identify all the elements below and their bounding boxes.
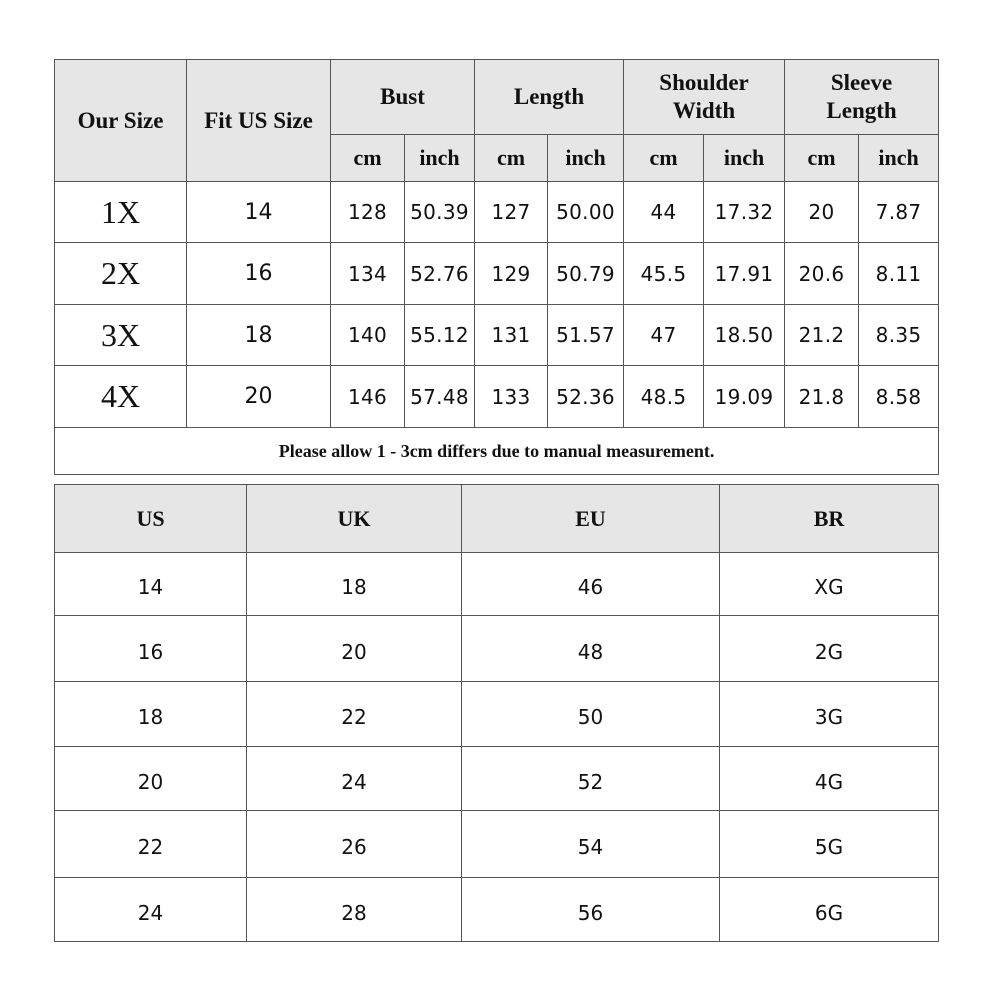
value-cell: 133 xyxy=(475,366,548,428)
header-bust-label: Bust xyxy=(380,84,425,109)
value-cell: 18.50 xyxy=(704,305,785,366)
value-cell: 51.57 xyxy=(548,305,624,366)
fit-cell: 14 xyxy=(187,182,331,243)
header-sleeve-line2: Length xyxy=(826,98,897,123)
value-cell: 20.6 xyxy=(785,243,859,305)
value-cell: 52.36 xyxy=(548,366,624,428)
value-cell: 52.76 xyxy=(405,243,475,305)
uk-cell: 18 xyxy=(247,553,462,616)
size-cell: 2X xyxy=(55,243,187,305)
unit-cell: inch xyxy=(405,135,475,182)
value-cell: 128 xyxy=(331,182,405,243)
uk-cell: 22 xyxy=(247,682,462,747)
size-conversion-table xyxy=(54,484,939,942)
br-cell: 4G xyxy=(720,747,939,811)
conversion-row xyxy=(55,811,939,878)
header-sleeve-length xyxy=(785,60,939,135)
br-cell: 3G xyxy=(720,682,939,747)
value-cell: 7.87 xyxy=(859,182,939,243)
br-cell: 2G xyxy=(720,616,939,682)
measurement-note: Please allow 1 - 3cm differs due to manual measurement. xyxy=(55,428,939,475)
size-cell: 4X xyxy=(55,366,187,428)
conversion-row xyxy=(55,747,939,811)
size-cell: 3X xyxy=(55,305,187,366)
value-cell: 20 xyxy=(785,182,859,243)
unit-cell: inch xyxy=(548,135,624,182)
value-cell: 57.48 xyxy=(405,366,475,428)
us-cell: 18 xyxy=(55,682,247,747)
size-row xyxy=(55,366,939,428)
header-our-size: Our Size xyxy=(55,60,187,182)
eu-cell: 56 xyxy=(462,878,720,942)
value-cell: 48.5 xyxy=(624,366,704,428)
unit-cell: cm xyxy=(331,135,405,182)
header-length xyxy=(475,60,624,135)
unit-cell: cm xyxy=(624,135,704,182)
us-cell: 16 xyxy=(55,616,247,682)
value-cell: 129 xyxy=(475,243,548,305)
eu-cell: 54 xyxy=(462,811,720,878)
header-shoulder-line2: Width xyxy=(672,98,736,123)
conversion-row xyxy=(55,878,939,942)
us-cell: 22 xyxy=(55,811,247,878)
fit-cell: 20 xyxy=(187,366,331,428)
uk-cell: 26 xyxy=(247,811,462,878)
value-cell: 47 xyxy=(624,305,704,366)
value-cell: 44 xyxy=(624,182,704,243)
header-br: BR xyxy=(720,485,939,553)
eu-cell: 48 xyxy=(462,616,720,682)
header-bust xyxy=(331,60,475,135)
header-shoulder-width xyxy=(624,60,785,135)
header-sleeve-line1: Sleeve xyxy=(830,70,893,95)
uk-cell: 28 xyxy=(247,878,462,942)
value-cell: 8.35 xyxy=(859,305,939,366)
size-row xyxy=(55,182,939,243)
value-cell: 50.39 xyxy=(405,182,475,243)
unit-cell: inch xyxy=(704,135,785,182)
value-cell: 131 xyxy=(475,305,548,366)
value-cell: 17.91 xyxy=(704,243,785,305)
header-uk: UK xyxy=(247,485,462,553)
unit-cell: cm xyxy=(785,135,859,182)
eu-cell: 50 xyxy=(462,682,720,747)
value-cell: 17.32 xyxy=(704,182,785,243)
header-fit-us-size: Fit US Size xyxy=(187,60,331,182)
header-eu: EU xyxy=(462,485,720,553)
value-cell: 127 xyxy=(475,182,548,243)
size-row xyxy=(55,243,939,305)
conversion-row xyxy=(55,682,939,747)
us-cell: 24 xyxy=(55,878,247,942)
eu-cell: 46 xyxy=(462,553,720,616)
header-length-label: Length xyxy=(513,84,585,109)
value-cell: 50.79 xyxy=(548,243,624,305)
value-cell: 50.00 xyxy=(548,182,624,243)
size-row xyxy=(55,305,939,366)
unit-cell: inch xyxy=(859,135,939,182)
value-cell: 19.09 xyxy=(704,366,785,428)
value-cell: 21.2 xyxy=(785,305,859,366)
eu-cell: 52 xyxy=(462,747,720,811)
conversion-row xyxy=(55,616,939,682)
header-shoulder-line1: Shoulder xyxy=(659,70,749,95)
us-cell: 14 xyxy=(55,553,247,616)
br-cell: 5G xyxy=(720,811,939,878)
value-cell: 8.11 xyxy=(859,243,939,305)
value-cell: 134 xyxy=(331,243,405,305)
uk-cell: 24 xyxy=(247,747,462,811)
size-cell: 1X xyxy=(55,182,187,243)
br-cell: XG xyxy=(720,553,939,616)
value-cell: 55.12 xyxy=(405,305,475,366)
unit-cell: cm xyxy=(475,135,548,182)
br-cell: 6G xyxy=(720,878,939,942)
value-cell: 8.58 xyxy=(859,366,939,428)
uk-cell: 20 xyxy=(247,616,462,682)
header-us: US xyxy=(55,485,247,553)
fit-cell: 16 xyxy=(187,243,331,305)
value-cell: 21.8 xyxy=(785,366,859,428)
value-cell: 45.5 xyxy=(624,243,704,305)
value-cell: 140 xyxy=(331,305,405,366)
value-cell: 146 xyxy=(331,366,405,428)
size-chart-table xyxy=(54,59,939,475)
us-cell: 20 xyxy=(55,747,247,811)
conversion-row xyxy=(55,553,939,616)
fit-cell: 18 xyxy=(187,305,331,366)
